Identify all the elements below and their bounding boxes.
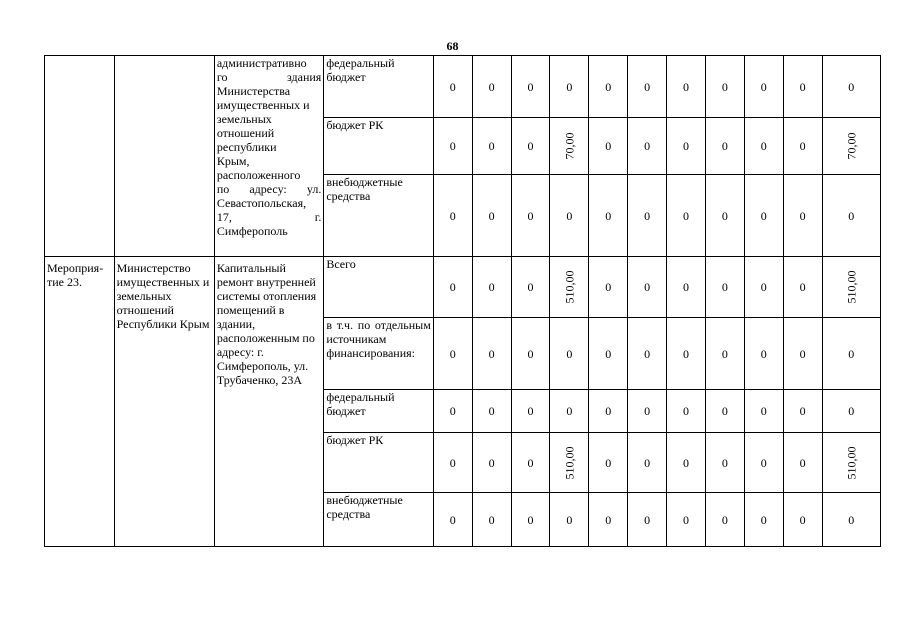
value-cell <box>511 433 550 493</box>
value-text: 0 <box>799 512 806 527</box>
value-cell <box>667 175 706 257</box>
value-cell <box>667 318 706 390</box>
value-text: 0 <box>449 512 456 527</box>
value-cell <box>628 257 667 318</box>
value-text: 70,00 <box>844 132 859 160</box>
value-text: 0 <box>449 346 456 361</box>
value-text: 0 <box>488 404 495 418</box>
value-text: 0 <box>449 455 456 470</box>
value-cell <box>589 175 628 257</box>
value-text: 0 <box>527 512 534 527</box>
value-cell <box>822 493 880 547</box>
value-cell <box>667 56 706 118</box>
value-text: 0 <box>721 512 728 527</box>
value-text: 0 <box>683 404 689 418</box>
value-cell <box>822 56 880 118</box>
value-cell <box>511 56 550 118</box>
value-text: 0 <box>566 346 573 361</box>
value-cell <box>433 257 472 318</box>
value-text: 0 <box>799 139 806 153</box>
source-cell: федеральный бюджет <box>324 390 433 433</box>
value-text: 0 <box>488 455 495 470</box>
value-text: 0 <box>527 79 534 94</box>
value-cell <box>511 318 550 390</box>
value-cell <box>744 390 783 433</box>
value-cell <box>628 390 667 433</box>
value-text: 0 <box>799 79 806 94</box>
value-cell <box>705 257 744 318</box>
value-cell <box>744 118 783 175</box>
value-cell <box>744 433 783 493</box>
object-line: Севастопольская, <box>216 196 307 210</box>
value-text: 0 <box>848 79 855 94</box>
value-cell <box>822 433 880 493</box>
value-text: 0 <box>644 208 651 223</box>
value-text: 0 <box>799 280 806 294</box>
value-cell <box>783 433 822 493</box>
event-cell-empty <box>45 56 115 257</box>
value-cell <box>822 118 880 175</box>
value-text: 0 <box>527 208 534 223</box>
value-text: 0 <box>644 404 651 418</box>
value-cell <box>433 56 472 118</box>
value-text: 0 <box>721 208 728 223</box>
value-cell <box>667 118 706 175</box>
executor-cell-empty <box>114 56 214 257</box>
value-cell <box>628 118 667 175</box>
value-text: 0 <box>488 280 495 294</box>
value-cell <box>705 175 744 257</box>
value-text: 0 <box>605 280 612 294</box>
value-text: 0 <box>799 404 806 418</box>
value-cell <box>744 493 783 547</box>
value-text: 0 <box>760 280 767 294</box>
object-line: Симферополь <box>216 224 288 238</box>
value-text: 0 <box>527 404 534 418</box>
value-text: 0 <box>760 79 767 94</box>
value-cell <box>550 175 589 257</box>
value-text: 0 <box>721 139 728 153</box>
value-text: 0 <box>488 79 495 94</box>
value-cell <box>822 390 880 433</box>
page-number: 68 <box>446 39 459 53</box>
value-text: 0 <box>449 139 456 153</box>
value-cell <box>589 318 628 390</box>
value-cell <box>511 493 550 547</box>
source-cell: бюджет РК <box>324 433 433 493</box>
value-text: 0 <box>848 208 855 223</box>
value-cell <box>667 493 706 547</box>
value-text: 0 <box>683 208 689 223</box>
value-text: 0 <box>566 512 573 527</box>
value-text: 0 <box>683 79 689 94</box>
value-text: 0 <box>527 346 534 361</box>
value-cell <box>511 390 550 433</box>
object-cell: Капитальный ремонт внутренней системы отопления помещений в здании, расположенным по адресу: г. Симферополь, ул. Трубаченко, 23А <box>214 257 323 547</box>
value-cell <box>783 318 822 390</box>
value-cell <box>705 493 744 547</box>
value-cell <box>550 318 589 390</box>
value-cell <box>783 175 822 257</box>
value-text: 510,00 <box>844 270 859 304</box>
value-text: 70,00 <box>562 132 577 160</box>
value-text: 0 <box>527 280 534 294</box>
value-cell <box>628 433 667 493</box>
table-row <box>45 56 881 118</box>
value-cell <box>472 56 511 118</box>
value-text: 0 <box>449 79 456 94</box>
value-text: 0 <box>760 455 767 470</box>
value-text: 0 <box>644 79 651 94</box>
value-text: 0 <box>721 79 728 94</box>
value-cell <box>550 257 589 318</box>
value-cell <box>550 493 589 547</box>
table-row <box>45 257 881 318</box>
value-cell <box>472 390 511 433</box>
source-cell: Всего <box>324 257 433 318</box>
value-text: 510,00 <box>562 270 577 304</box>
executor-cell: Министерство имущественных и земельных отношений Республики Крым <box>114 257 214 547</box>
value-cell <box>589 433 628 493</box>
value-cell <box>472 433 511 493</box>
value-text: 0 <box>566 208 573 223</box>
table-body <box>45 56 881 547</box>
value-cell <box>511 118 550 175</box>
object-line: отношений <box>216 126 275 140</box>
value-text: 0 <box>760 512 767 527</box>
source-cell: в т.ч. по отдельным источникам финансирования: <box>324 318 433 390</box>
value-cell <box>705 318 744 390</box>
value-text: 0 <box>760 208 767 223</box>
value-cell <box>589 493 628 547</box>
value-text: 0 <box>605 346 612 361</box>
value-text: 0 <box>527 139 534 153</box>
object-line: республики <box>216 140 277 154</box>
value-cell <box>550 433 589 493</box>
value-text: 0 <box>449 208 456 223</box>
value-cell <box>822 175 880 257</box>
value-cell <box>705 433 744 493</box>
value-cell <box>783 493 822 547</box>
value-cell <box>628 175 667 257</box>
value-cell <box>667 390 706 433</box>
value-cell <box>550 118 589 175</box>
value-text: 0 <box>683 512 689 527</box>
value-text: 0 <box>848 346 855 361</box>
value-text: 0 <box>644 455 651 470</box>
value-cell <box>472 493 511 547</box>
value-text: 0 <box>799 208 806 223</box>
object-line: Крым, <box>216 154 250 168</box>
value-text: 0 <box>644 280 651 294</box>
value-text: 0 <box>605 139 612 153</box>
value-cell <box>589 56 628 118</box>
value-cell <box>433 493 472 547</box>
value-cell <box>550 56 589 118</box>
value-text: 510,00 <box>844 446 859 479</box>
value-cell <box>550 390 589 433</box>
source-cell: федеральный бюджет <box>324 56 433 118</box>
value-text: 0 <box>683 346 689 361</box>
value-text: 0 <box>527 455 534 470</box>
value-cell <box>511 257 550 318</box>
value-cell <box>628 56 667 118</box>
value-cell <box>705 56 744 118</box>
value-cell <box>783 390 822 433</box>
value-cell <box>783 56 822 118</box>
value-cell <box>628 493 667 547</box>
value-cell <box>472 118 511 175</box>
object-line: по адресу: ул. <box>216 182 322 196</box>
value-cell <box>589 118 628 175</box>
value-text: 0 <box>644 346 651 361</box>
value-cell <box>783 257 822 318</box>
value-cell <box>433 318 472 390</box>
object-line: земельных <box>216 112 272 126</box>
value-cell <box>433 433 472 493</box>
value-cell <box>744 175 783 257</box>
source-cell: внебюджетные средства <box>324 175 433 257</box>
value-text: 0 <box>488 512 495 527</box>
funding-table <box>44 55 881 547</box>
value-cell <box>433 175 472 257</box>
value-text: 0 <box>760 139 767 153</box>
value-text: 0 <box>488 139 495 153</box>
value-text: 0 <box>683 280 689 294</box>
value-cell <box>433 118 472 175</box>
source-cell: внебюджетные средства <box>324 493 433 547</box>
value-text: 0 <box>760 346 767 361</box>
value-text: 0 <box>605 455 612 470</box>
value-cell <box>472 175 511 257</box>
value-text: 510,00 <box>562 446 577 479</box>
value-cell <box>511 175 550 257</box>
value-cell <box>705 118 744 175</box>
value-text: 0 <box>605 512 612 527</box>
value-cell <box>783 118 822 175</box>
value-text: 0 <box>799 455 806 470</box>
value-text: 0 <box>566 404 573 418</box>
value-text: 0 <box>449 404 456 418</box>
value-text: 0 <box>721 404 728 418</box>
value-text: 0 <box>721 280 728 294</box>
value-text: 0 <box>721 346 728 361</box>
value-text: 0 <box>848 404 855 418</box>
object-line: расположенного <box>216 168 301 182</box>
value-text: 0 <box>683 455 689 470</box>
value-cell <box>705 390 744 433</box>
object-line: 17, г. <box>216 210 322 224</box>
value-text: 0 <box>683 139 689 153</box>
value-text: 0 <box>605 79 612 94</box>
value-cell <box>472 257 511 318</box>
object-line: имущественных и <box>216 98 310 112</box>
object-cell <box>214 56 323 257</box>
source-cell: бюджет РК <box>324 118 433 175</box>
value-text: 0 <box>799 346 806 361</box>
value-text: 0 <box>605 404 612 418</box>
object-line: Министерства <box>216 84 291 98</box>
value-cell <box>589 257 628 318</box>
object-line: административно <box>216 56 307 70</box>
value-text: 0 <box>488 208 495 223</box>
value-text: 0 <box>721 455 728 470</box>
value-cell <box>744 318 783 390</box>
value-text: 0 <box>605 208 612 223</box>
value-cell <box>667 257 706 318</box>
value-cell <box>628 318 667 390</box>
value-cell <box>744 56 783 118</box>
value-text: 0 <box>760 404 767 418</box>
value-cell <box>433 390 472 433</box>
object-line: го здания <box>216 70 322 84</box>
value-cell <box>472 318 511 390</box>
value-text: 0 <box>566 79 573 94</box>
value-text: 0 <box>848 512 855 527</box>
value-text: 0 <box>644 512 651 527</box>
value-text: 0 <box>488 346 495 361</box>
value-cell <box>744 257 783 318</box>
value-cell <box>589 390 628 433</box>
value-cell <box>667 433 706 493</box>
event-cell: Мероприя-тие 23. <box>45 257 115 547</box>
value-cell <box>822 318 880 390</box>
value-cell <box>822 257 880 318</box>
value-text: 0 <box>644 139 651 153</box>
value-text: 0 <box>449 280 456 294</box>
